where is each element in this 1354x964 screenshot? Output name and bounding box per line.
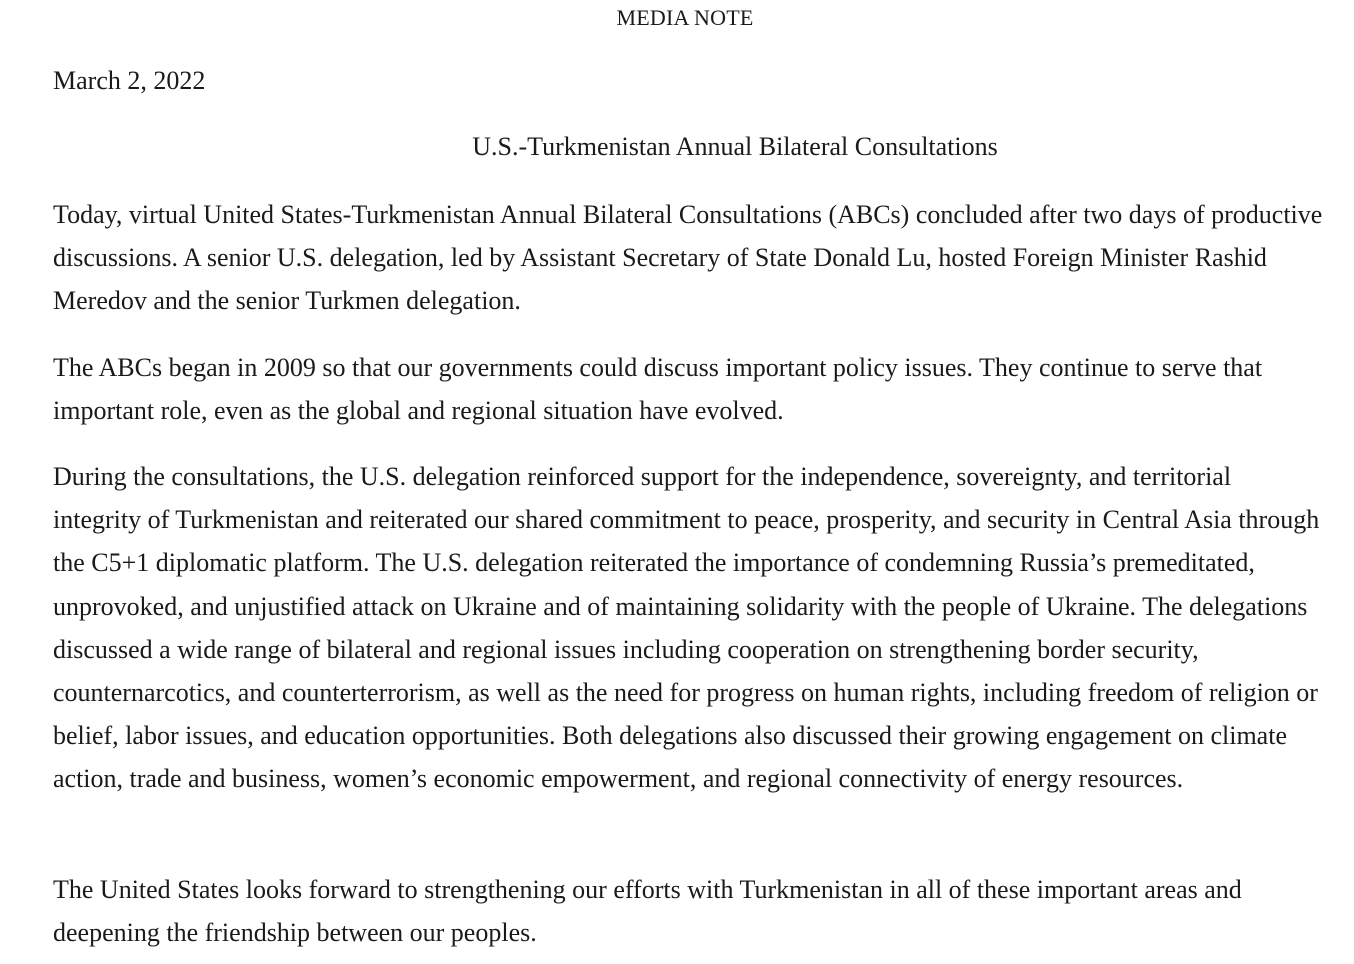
document-title: U.S.-Turkmenistan Annual Bilateral Consultations — [472, 132, 998, 161]
document-date: March 2, 2022 — [53, 66, 206, 95]
paragraph-closing: The United States looks forward to strengthening our efforts with Turkmenistan in all of these important areas and deepening the friendship between our peoples. — [53, 875, 1242, 948]
paragraph-background: The ABCs began in 2009 so that our governments could discuss important policy issues. They continue to serve that important role, even as the global and regional situation have evolved. — [53, 353, 1263, 426]
paragraph-intro: Today, virtual United States-Turkmenistan Annual Bilateral Consultations (ABCs) concluded after two days of productive discussions. A senior U.S. delegation, led by Assistant Secretary of State Donald Lu, hosted Foreign Minister Rashid Meredov and the senior Turkmen delegation. — [53, 200, 1323, 316]
media-note-header: MEDIA NOTE — [616, 5, 754, 30]
paragraph-consultations: During the consultations, the U.S. delegation reinforced support for the independence, sovereignty, and territorial integrity of Turkmenistan and reiterated our shared commitment to peace, prosperity, and security in Central Asia through the C5+1 diplomatic platform. The U.S. delegation reiterated the importance of condemning Russia’s premeditated, unprovoked, and unjustified attack on Ukraine and of maintaining solidarity with the people of Ukraine. The delegations discussed a wide range of bilateral and regional issues including cooperation on strengthening border security, counternarcotics, and counterterrorism, as well as the need for progress on human rights, including freedom of religion or belief, labor issues, and education opportunities. Both delegations also discussed their growing engagement on climate action, trade and business, women’s economic empowerment, and regional connectivity of energy resources. — [53, 462, 1320, 794]
